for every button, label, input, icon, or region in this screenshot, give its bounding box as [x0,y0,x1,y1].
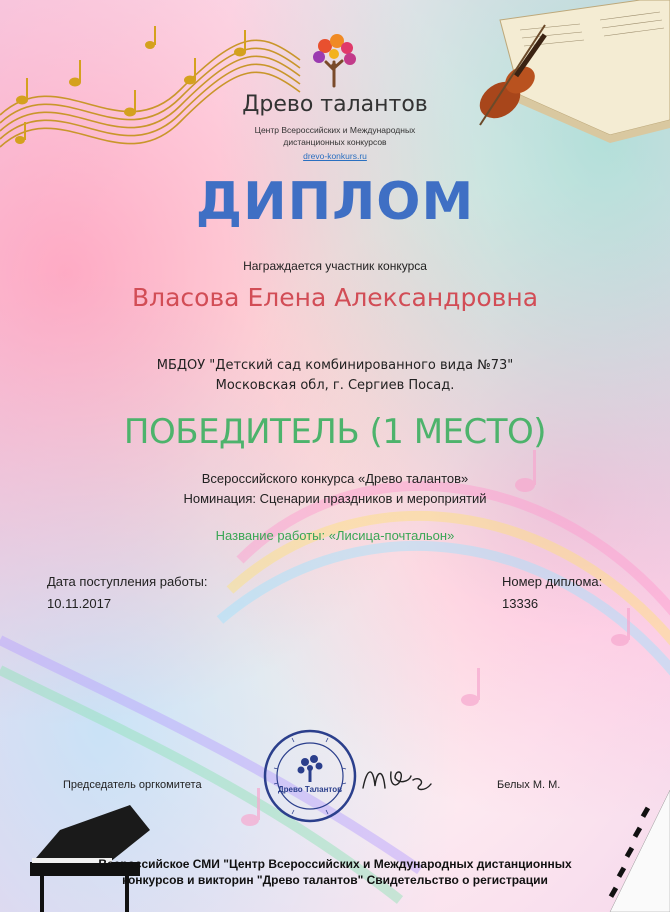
tree-logo-icon [290,30,380,90]
nomination: Номинация: Сценарии праздников и мероприятий [183,491,487,506]
organizer-url-link[interactable]: drevo-konkurs.ru [303,151,367,161]
signature-icon [355,758,435,798]
organizer-subtitle-line2: дистанционных конкурсов [283,137,387,147]
stamp-text: Древо Талантов [277,785,343,794]
award-place: ПОБЕДИТЕЛЬ (1 МЕСТО) [123,412,547,452]
piano-keys-illustration [609,790,670,912]
footer-line2: конкурсов и викторин "Древо талантов" Свидетельство о регистрации [122,873,548,887]
institution-block [0,356,670,396]
diploma-number-value: 13336 [502,596,539,611]
work-title: Название работы: «Лисица-почтальон» [215,528,455,543]
chair-name: Белых М. М. [497,779,561,791]
chair-label: Председатель оргкомитета [63,779,202,791]
organizer-subtitle [0,124,670,148]
institution-location: Московская обл, г. Сергиев Посад. [215,378,455,393]
diploma-number-label: Номер диплома: [502,574,603,589]
contest-name: Всероссийского конкурса «Древо талантов» [201,471,469,486]
diploma-title: ДИПЛОМ [195,172,475,232]
organizer-subtitle-line1: Центр Всероссийских и Международных [254,125,416,135]
date-value: 10.11.2017 [47,596,112,611]
organizer-name: Древо талантов [242,92,428,117]
footer-text [0,856,670,888]
participant-name: Власова Елена Александровна [131,283,539,312]
official-stamp-icon [262,728,358,824]
contest-block [0,469,670,509]
institution-name: МБДОУ "Детский сад комбинированного вида №73" [156,358,514,373]
awarded-text: Награждается участник конкурса [243,259,427,273]
footer-line1: Всероссийское СМИ "Центр Всероссийских и Международных дистанционных [98,857,572,871]
date-label: Дата поступления работы: [47,574,208,589]
